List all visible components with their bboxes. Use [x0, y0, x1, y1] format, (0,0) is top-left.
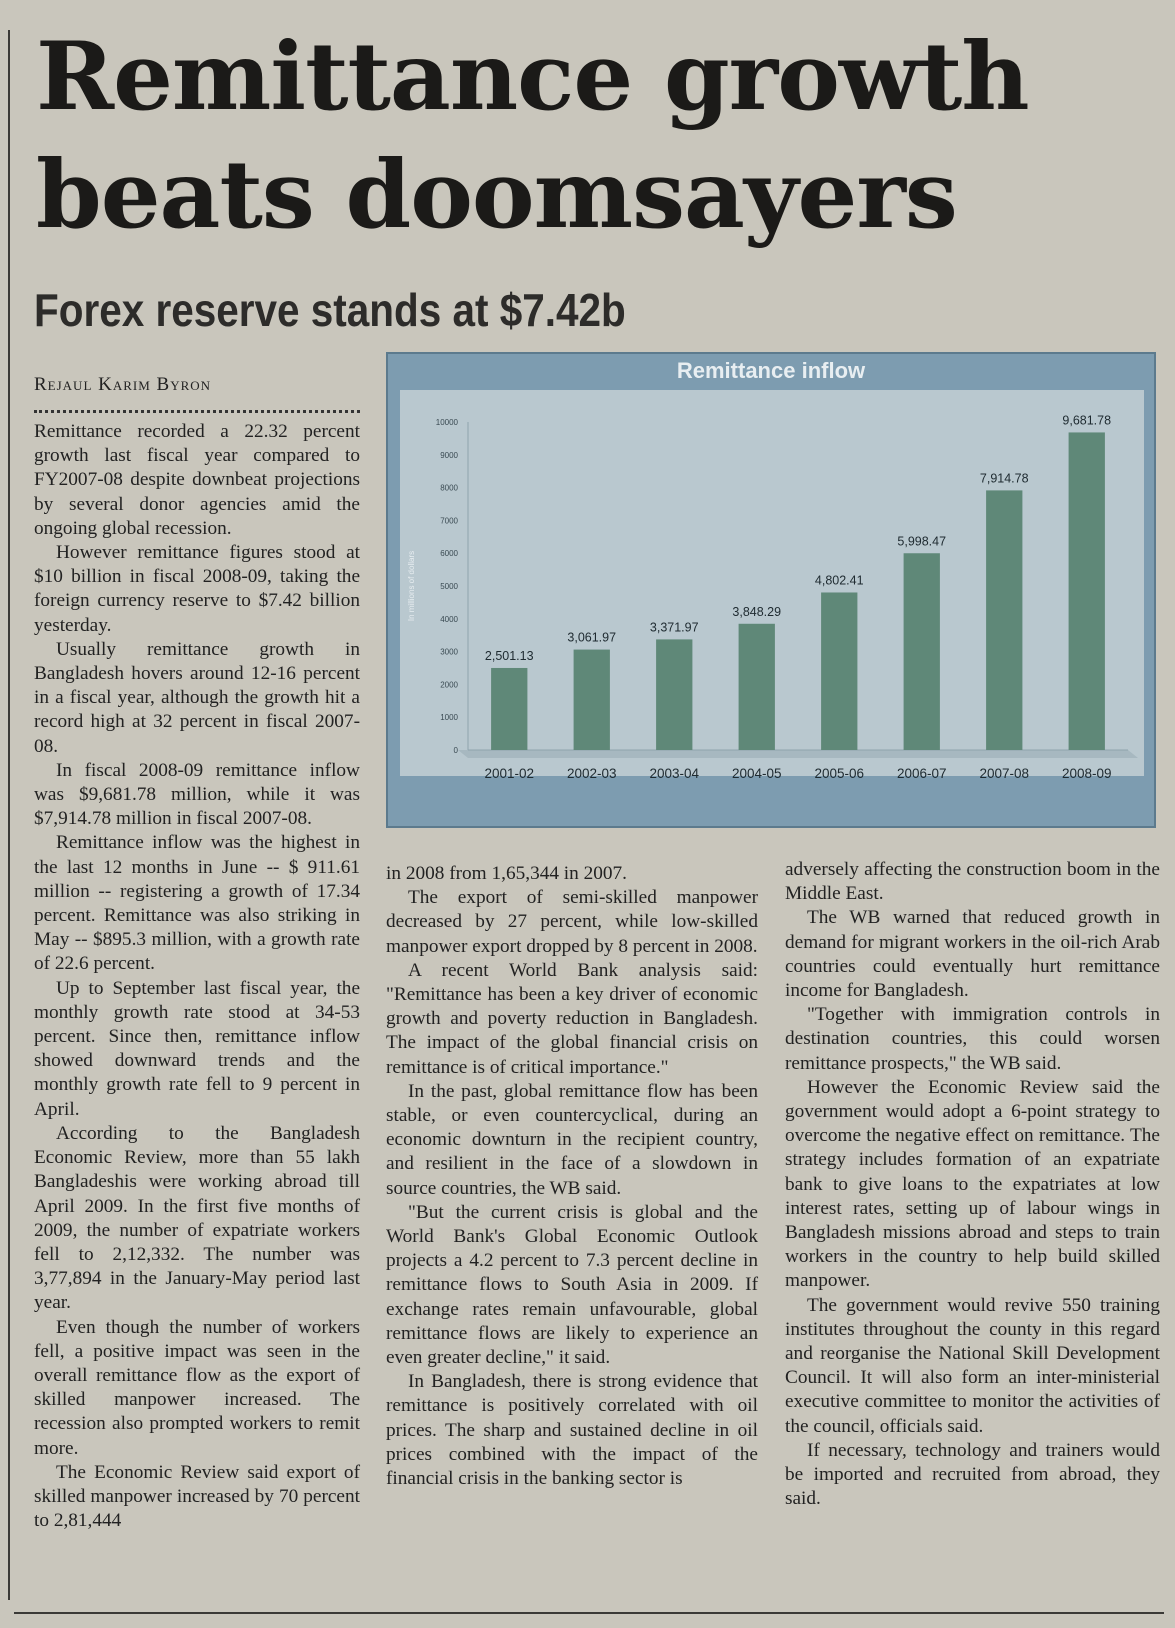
- y-tick-label: 6000: [440, 549, 458, 559]
- article-paragraph: In the past, global remittance flow has been stable, or even countercyclical, during an economic downturn in the recipient country, and resilient in the face of a slowdown in source countries, the WB said.: [386, 1080, 758, 1199]
- chart-bar: [656, 639, 692, 750]
- y-tick-label: 5000: [440, 582, 458, 591]
- bar-value-label: 2,501.13: [484, 648, 534, 663]
- y-tick-label: 8000: [440, 483, 458, 493]
- y-tick-label: 2000: [440, 680, 458, 690]
- x-tick-label: 2003-04: [649, 766, 700, 781]
- byline: Rejaul Karim Byron: [34, 374, 212, 395]
- article-paragraph: Up to September last fiscal year, the monthly growth rate stood at 34-53 percent. Since then, remittance inflow showed downward trends and the monthly growth rate fell to 9 percent in April.: [34, 977, 360, 1120]
- y-tick-label: 1000: [440, 713, 458, 723]
- article-paragraph: in 2008 from 1,65,344 in 2007.: [386, 863, 628, 884]
- x-tick-label: 2004-05: [731, 766, 782, 781]
- article-paragraph: "But the current crisis is global and the World Bank's Global Economic Outlook projects a 4.2 percent to 7.3 percent decline in remittance flows to South Asia in 2009. If exchange rates remain unfavourable, global remittance flows are likely to experience an even greater decline," it said.: [386, 1201, 758, 1369]
- article-column-1: [34, 420, 360, 1533]
- article-paragraph: However remittance figures stood at $10 billion in fiscal 2008-09, taking the foreign currency reserve to $7.42 billion yesterday.: [34, 542, 360, 636]
- bar-value-label: 9,681.78: [1062, 413, 1112, 428]
- chart-title: Remittance inflow: [676, 358, 866, 383]
- y-axis-label: In millions of dollars: [407, 550, 416, 622]
- bar-value-label: 7,914.78: [979, 471, 1029, 486]
- chart-bar: [491, 668, 527, 750]
- bar-value-label: 5,998.47: [897, 534, 947, 549]
- chart-bar: [1069, 432, 1105, 750]
- bar-value-label: 3,371.97: [649, 620, 699, 635]
- chart-bar: [986, 490, 1022, 750]
- x-tick-label: 2002-03: [566, 766, 617, 781]
- article-paragraph: In fiscal 2008-09 remittance inflow was $9,681.78 million, while it was $7,914.78 million in fiscal 2007-08.: [34, 759, 360, 830]
- x-tick-label: 2008-09: [1061, 766, 1112, 781]
- article-paragraph: According to the Bangladesh Economic Review, more than 55 lakh Bangladeshis were working abroad till April 2009. In the first five months of 2009, the number of expatriate workers fell to 2,12,332. The number was 3,77,894 in the January-May period last year.: [34, 1122, 360, 1314]
- y-tick-label: 10000: [435, 418, 458, 427]
- article-paragraph: Remittance recorded a 22.32 percent growth last fiscal year compared to FY2007-08 despite downbeat projections by several donor agencies amid the ongoing global recession.: [34, 421, 360, 539]
- left-column-rule: [8, 30, 10, 1600]
- chart-bar: [904, 553, 940, 750]
- chart-bar: [574, 650, 610, 750]
- y-tick-label: 3000: [440, 647, 458, 657]
- chart-floor: [458, 750, 1138, 758]
- bar-value-label: 3,061.97: [567, 630, 617, 645]
- article-paragraph: In Bangladesh, there is strong evidence that remittance is positively correlated with oil prices. The sharp and sustained decline in oil prices combined with the impact of the financial crisis in the banking sector is: [386, 1371, 758, 1490]
- article-paragraph: The export of semi-skilled manpower decreased by 27 percent, while low-skilled manpower export dropped by 8 percent in 2008.: [386, 887, 758, 957]
- article-paragraph: A recent World Bank analysis said: "Remittance has been a key driver of economic growth and poverty reduction in Bangladesh. The impact of the global financial crisis on remittance is of critical importance.": [386, 959, 758, 1078]
- headline: Remittance growth beats doomsayers: [36, 22, 1029, 250]
- bar-value-label: 3,848.29: [732, 604, 782, 619]
- article-paragraph: The government would revive 550 training institutes throughout the county in this regard and reorganise the National Skill Development Council. It will also form an inter-ministerial executive committee to monitor the activities of the council, officials said.: [785, 1294, 1160, 1437]
- article-column-2: [386, 862, 758, 1491]
- subheadline: Forex reserve stands at $7.42b: [34, 284, 626, 336]
- x-tick-label: 2007-08: [979, 766, 1030, 781]
- article-paragraph: However the Economic Review said the government would adopt a 6-point strategy to overcome the negative effect on remittance. The strategy includes formation of an expatriate bank to give loans to the expatriates at low interest rates, setting up of labour wings in Bangladesh missions abroad and steps to train workers in the country to help build skilled manpower.: [785, 1076, 1160, 1292]
- article-paragraph: "Together with immigration controls in destination countries, this could worsen remittance prospects," the WB said.: [785, 1004, 1160, 1074]
- byline-divider: [34, 410, 360, 413]
- y-tick-label: 7000: [440, 516, 458, 526]
- y-tick-label: 9000: [440, 450, 458, 460]
- chart-svg: [388, 354, 1154, 826]
- article-paragraph: Remittance inflow was the highest in the last 12 months in June -- $ 911.61 million -- registering a growth of 17.34 percent. Remittance was also striking in May -- $895.3 million, with a growth rate of 22.6 percent.: [34, 832, 360, 975]
- y-tick-label: 4000: [440, 614, 458, 624]
- chart-bar: [739, 624, 775, 750]
- x-tick-label: 2001-02: [484, 766, 535, 781]
- article-paragraph: adversely affecting the construction boom in the Middle East.: [785, 859, 1160, 905]
- bottom-rule: [14, 1612, 1164, 1614]
- bar-value-label: 4,802.41: [814, 573, 864, 588]
- article-column-3: [785, 858, 1160, 1511]
- remittance-chart: [386, 352, 1156, 828]
- article-paragraph: The Economic Review said export of skilled manpower increased by 70 percent to 2,81,444: [34, 1461, 360, 1532]
- article-paragraph: If necessary, technology and trainers would be imported and recruited from abroad, they said.: [785, 1439, 1160, 1510]
- article-paragraph: Usually remittance growth in Bangladesh hovers around 12-16 percent in a fiscal year, although the growth hit a record high at 32 percent in fiscal 2007-08.: [34, 638, 360, 757]
- x-tick-label: 2006-07: [896, 766, 947, 781]
- article-paragraph: Even though the number of workers fell, a positive impact was seen in the overall remittance flow as the export of skilled manpower increased. The recession also prompted workers to remit more.: [34, 1316, 360, 1459]
- chart-bar: [821, 592, 857, 750]
- article-paragraph: The WB warned that reduced growth in demand for migrant workers in the oil-rich Arab countries could eventually hurt remittance income for Bangladesh.: [785, 907, 1160, 1002]
- x-tick-label: 2005-06: [814, 766, 865, 781]
- y-tick-label: 0: [453, 746, 458, 755]
